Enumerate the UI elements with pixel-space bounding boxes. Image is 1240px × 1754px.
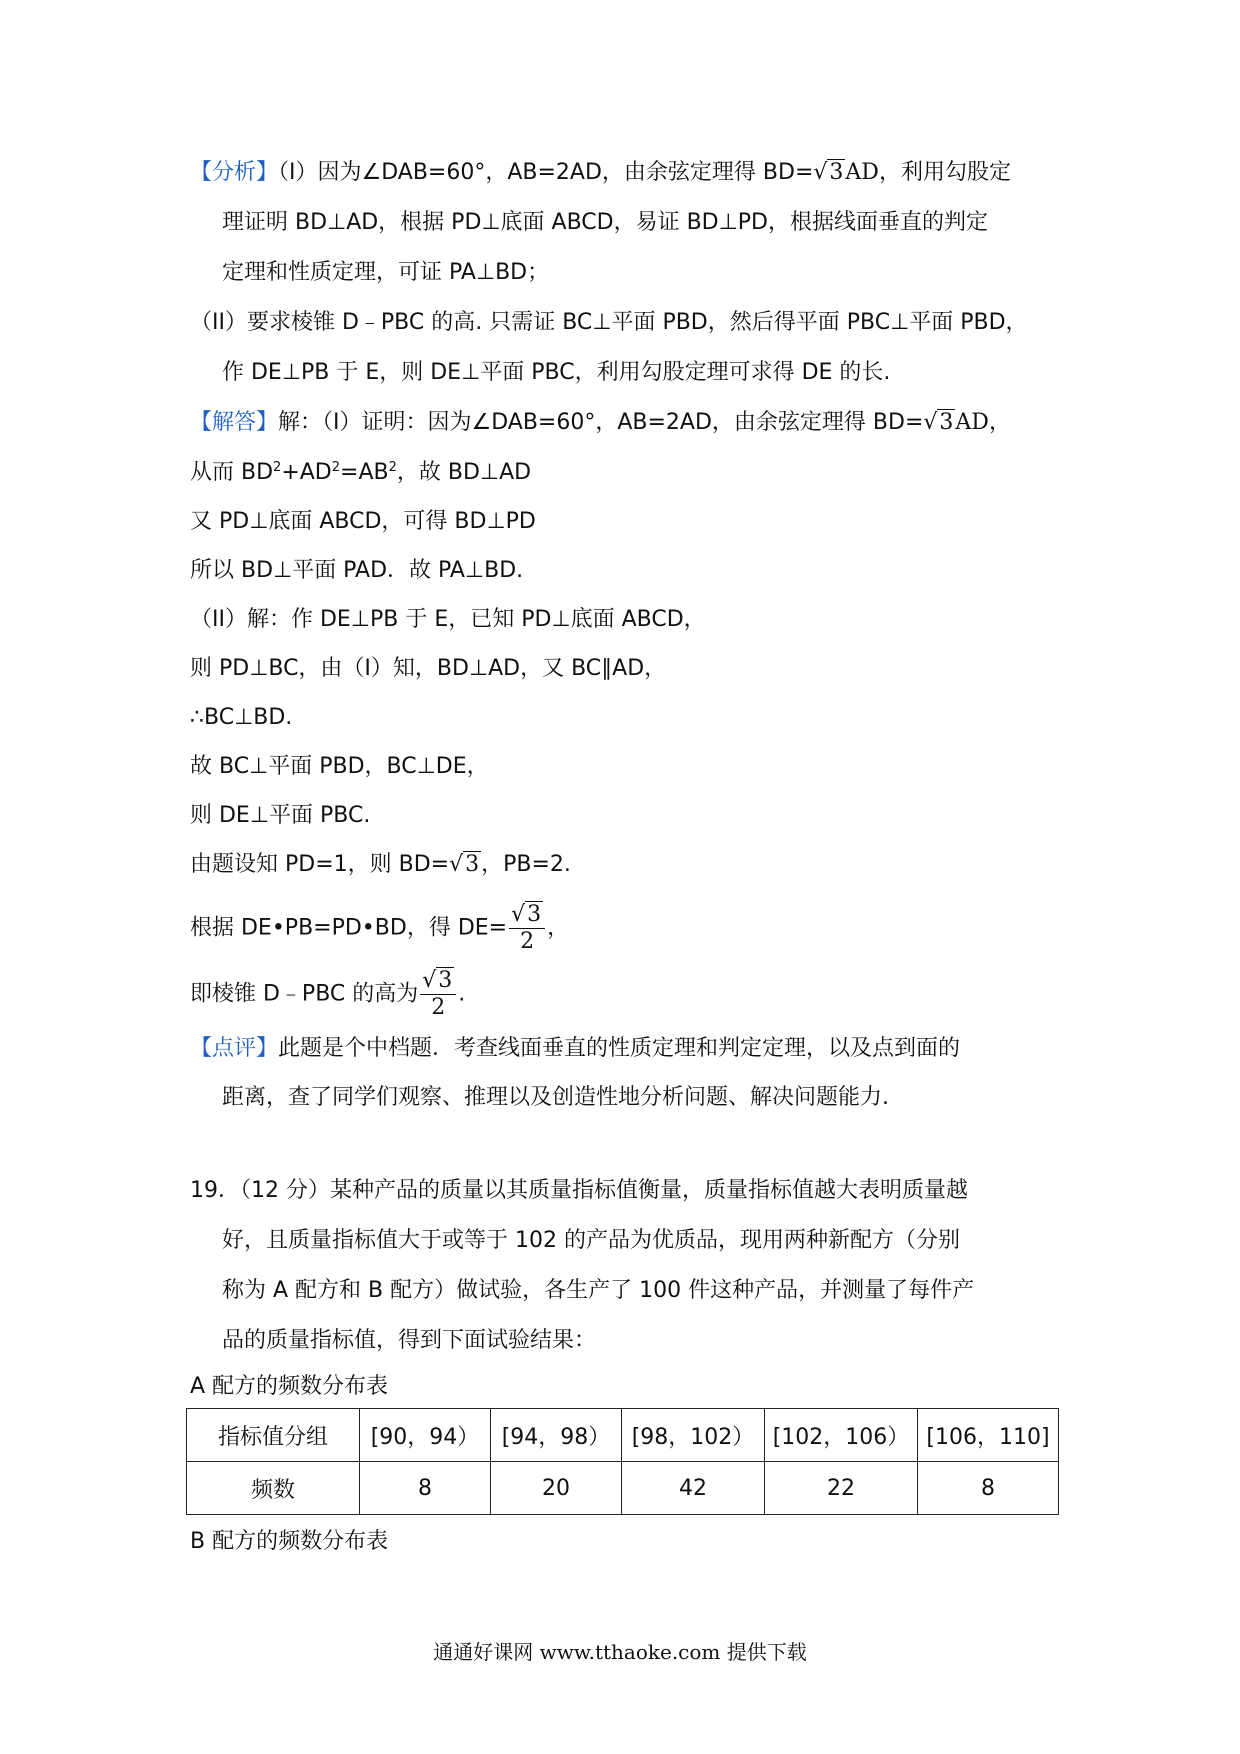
solution-line-2: 从而 $BD^2+AD^2=AB^2$，故 BD⊥AD bbox=[190, 460, 532, 485]
solution-line-1: 【解答】解：（Ⅰ）证明：因为∠DAB=60°，AB=2AD，由余弦定理得 BD=√3AD， bbox=[190, 408, 1011, 438]
table-b-title: B 配方的频数分布表 bbox=[190, 1529, 389, 1554]
solution-line-7: ∴BC⊥BD. bbox=[190, 705, 293, 730]
comment-line-2: 距离，查了同学们观察、推理以及创造性地分析问题、解决问题能力. bbox=[222, 1085, 889, 1110]
solution-line-12: 即棱锥 D﹣PBC 的高为 $\frac{√3}{2}$ . bbox=[190, 968, 466, 1020]
fraction: $\frac{√3}{2}$ bbox=[420, 968, 456, 1021]
table-row bbox=[187, 1462, 1059, 1515]
comment-line-1: 【点评】此题是个中档题．考查线面垂直的性质定理和判定定理，以及点到面的 bbox=[190, 1036, 961, 1061]
table-a bbox=[186, 1408, 1059, 1515]
solution-line-11: 根据 DE•PB=PD•BD，得 DE= $\frac{√3}{2}$ ， bbox=[190, 902, 570, 954]
comment-tag: 【点评】 bbox=[190, 1036, 279, 1061]
table-cell: [90，94） bbox=[360, 1409, 491, 1462]
analysis-line-5: 作 DE⊥PB 于 E，则 DE⊥平面 PBC，利用勾股定理可求得 DE 的长. bbox=[222, 360, 891, 385]
footer-text: 通通好课网 www.tthaoke.com 提供下载 bbox=[433, 1640, 807, 1664]
table-cell: [98，102） bbox=[622, 1409, 765, 1462]
solution-line-5: （II）解：作 DE⊥PB 于 E，已知 PD⊥底面 ABCD， bbox=[190, 607, 706, 632]
solution-line-8: 故 BC⊥平面 PBD，BC⊥DE， bbox=[190, 754, 489, 779]
sqrt-3: √3 bbox=[449, 852, 480, 877]
table-cell: 8 bbox=[918, 1462, 1059, 1515]
table-cell: 22 bbox=[765, 1462, 918, 1515]
table-row bbox=[187, 1409, 1059, 1462]
analysis-line-3: 定理和性质定理，可证 PA⊥BD； bbox=[222, 260, 550, 285]
solution-tag: 【解答】 bbox=[190, 410, 279, 435]
question-19-line-4: 品的质量指标值，得到下面试验结果： bbox=[222, 1328, 597, 1353]
table-cell: [106，110] bbox=[918, 1409, 1059, 1462]
table-header-label: 指标值分组 bbox=[187, 1409, 360, 1462]
analysis-line-4: （II）要求棱锥 D﹣PBC 的高. 只需证 BC⊥平面 PBD，然后得平面 PBC⊥平面 PBD， bbox=[190, 310, 1028, 335]
question-19-line-3: 称为 A 配方和 B 配方）做试验，各生产了 100 件这种产品，并测量了每件产 bbox=[222, 1278, 975, 1303]
table-cell: 20 bbox=[491, 1462, 622, 1515]
table-row-label: 频数 bbox=[187, 1462, 360, 1515]
table-cell: 42 bbox=[622, 1462, 765, 1515]
table-cell: 8 bbox=[360, 1462, 491, 1515]
analysis-line-2: 理证明 BD⊥AD，根据 PD⊥底面 ABCD，易证 BD⊥PD，根据线面垂直的判定 bbox=[222, 210, 988, 235]
table-cell: [102，106） bbox=[765, 1409, 918, 1462]
question-19-line-1: 19．（12 分）某种产品的质量以其质量指标值衡量，质量指标值越大表明质量越 bbox=[190, 1178, 968, 1203]
sqrt-3: √3 bbox=[923, 410, 954, 435]
solution-line-6: 则 PD⊥BC，由（I）知，BD⊥AD，又 BC∥AD， bbox=[190, 656, 667, 681]
sqrt-3: √3 bbox=[813, 160, 844, 185]
solution-line-10: 由题设知 PD=1，则 BD=√3，PB=2. bbox=[190, 850, 571, 880]
table-cell: [94，98） bbox=[491, 1409, 622, 1462]
question-19-line-2: 好，且质量指标值大于或等于 102 的产品为优质品，现用两种新配方（分别 bbox=[222, 1228, 960, 1253]
table-a-title: A 配方的频数分布表 bbox=[190, 1374, 389, 1399]
solution-line-9: 则 DE⊥平面 PBC. bbox=[190, 803, 371, 828]
solution-line-4: 所以 BD⊥平面 PAD．故 PA⊥BD. bbox=[190, 558, 524, 583]
analysis-line-1: 【分析】（Ⅰ）因为∠DAB=60°，AB=2AD，由余弦定理得 BD=√3AD，利用勾股定 bbox=[190, 158, 1011, 188]
analysis-tag: 【分析】 bbox=[190, 160, 279, 185]
fraction: $\frac{√3}{2}$ bbox=[509, 902, 545, 955]
solution-line-3: 又 PD⊥底面 ABCD，可得 BD⊥PD bbox=[190, 509, 536, 534]
